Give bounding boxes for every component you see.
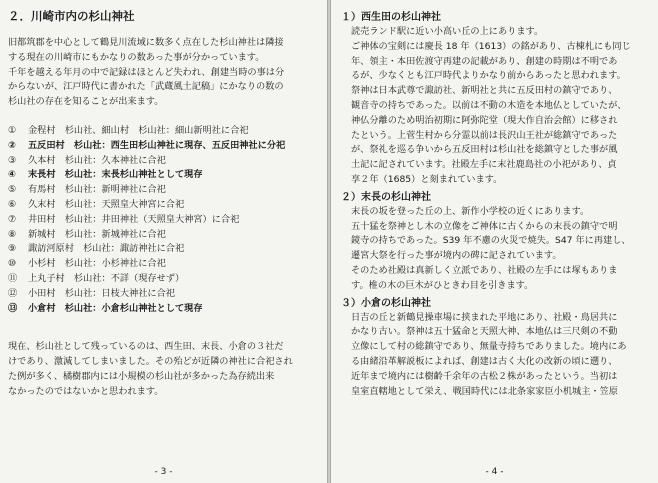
shrine-item: ② 五反田村 杉山社：西生田杉山神社に現存、五反田神社に分祀 [8, 139, 286, 151]
body-line: す。椎の木の巨木がひときわ目を引きます。 [351, 279, 534, 291]
shrine-item: ⑧ 新城村 杉山社：新城神社に合祀 [8, 228, 166, 240]
section-title: ２）末長の杉山神社 [341, 191, 431, 203]
page-number: - 3 - [154, 467, 173, 477]
body-line: 観音寺の持ちであった。以前は不動の木造を本地仏としていたが、 [351, 99, 627, 111]
shrine-item: ⑦ 井田村 杉山社：井田神社（天照皇大神宮）に合祀 [8, 213, 240, 225]
body-line: 神仏分離のため明治初期に阿弥陀堂（現大作自治会館）に移され [351, 114, 618, 126]
shrine-item: ⑪ 上丸子村 杉山社：不詳（現存せず） [8, 272, 185, 284]
body-line: 遷宮大祭を行った事が境内の碑に記されています。 [351, 250, 562, 262]
shrine-list [8, 124, 317, 316]
intro-line: 千年を越える年月の中で記録はほとんど失われ、創建当時の事は分 [8, 66, 285, 78]
shrine-item: ⑬ 小倉村 杉山社：小倉杉山神社として現存 [8, 302, 203, 314]
body-line: 享２年（1685）と刻まれています。 [351, 173, 503, 185]
shrine-item: ① 金程村 杉山社、細山村 杉山社：細山新明社に合祀 [8, 124, 249, 136]
closing-line: けであり、激減してしまいました。その殆どが近隣の神社に合祀され [8, 356, 293, 368]
intro-line: する現在の川崎市にもかなりの数あった事が分かっています。 [8, 51, 265, 63]
body-line: 末長の坂を登った丘の上、新作小学校の近くにあります。 [351, 205, 590, 217]
intro-line: からないが、江戸時代に書かれた「武蔵風土記稿」にかなりの数の [8, 81, 284, 93]
shrine-item: ⑥ 久末村 杉山社：天照皇大神宮に合祀 [8, 198, 185, 210]
section-heading: ２．川崎市内の杉山神社 [8, 9, 135, 23]
page-number: - 4 - [485, 467, 504, 477]
body-line: 五十猛を祭神とし木の立像をご神体に古くからの末長の鎮守で明 [351, 220, 618, 232]
closing-line: 現在、杉山社として残っているのは、西生田、末長、小倉の３社だ [8, 341, 284, 353]
left-page [0, 0, 327, 483]
body-line: 年、領主・本田佐渡守再建の記載があり、創建の時期は不明であ [351, 55, 618, 67]
body-line: が、祭礼を巡る争いから五反田村は杉山社を総鎮守とした事が風 [351, 144, 618, 156]
body-line: ご神体の宝剣には慶長 18 年（1613）の銘があり、古棟札にも同じ [351, 40, 631, 52]
intro-line: 旧都筑郡を中心として鶴見川流域に数多く点在した杉山神社は隣接 [8, 37, 284, 48]
section-body [341, 311, 650, 400]
shrine-item: ⑫ 小田村 杉山社：日枝大神社に合祀 [8, 287, 175, 299]
body-line: 土記に記されています。社殿左手に末社鹿島社の小祀があり、貞 [351, 159, 617, 171]
shrine-item: ⑨ 諏訪河原村 杉山社：諏訪神社に合祀 [8, 243, 185, 255]
body-line: 読売ランド駅に近い小高い丘の上にあります。 [351, 26, 544, 37]
intro-paragraph [8, 36, 317, 110]
body-line: かなり古い。祭神は五十猛命と天照大神、本地仏は三尺剣の不動 [351, 326, 618, 338]
body-line: る由緒沿革解説板によれば、創建は古く大化の改新の頃に遡り、 [351, 355, 618, 367]
right-page [331, 0, 658, 483]
shrine-item: ④ 末長村 杉山社：末長杉山神社として現存 [8, 169, 203, 181]
shrine-item: ⑤ 有馬村 杉山社：新明神社に合祀 [8, 184, 166, 196]
body-line: 日吉の丘と新鶴見操車場に挟まれた平地にあり、社殿・鳥居共に [351, 311, 618, 323]
section-title: １）西生田の杉山神社 [341, 12, 441, 23]
body-line: 祭神は日本武尊で諏訪社、新明社と共に五反田村の鎮守であり、 [351, 85, 618, 97]
closing-paragraph [8, 340, 317, 399]
body-line: 近年まで境内には樹齢千余年の古松２株があったという。当初は [351, 370, 618, 382]
section-body [341, 25, 650, 188]
shrine-item: ⑩ 小杉村 杉山社：小杉神社に合祀 [8, 258, 166, 270]
section-title: ３）小倉の杉山神社 [341, 297, 431, 309]
body-line: るが、少なくとも江戸時代よりかなり前からあったと思われます。 [351, 70, 626, 82]
intro-line: 杉山社の存在を知ることが出来ます。 [8, 96, 164, 108]
section-body [341, 205, 650, 294]
body-line: 立像にして村の総鎮守であり、無量寺持ちでありました。境内にあ [351, 341, 627, 353]
body-line: そのため社殿は真新しく立派であり、社殿の左手には塚もありま [351, 264, 618, 276]
body-line: 皇室直轄地として栄え、戦国時代には北条家家臣小机城主・笠原 [351, 385, 618, 397]
body-line: たという。上菅生村から分霊以前は長沢山王社が総鎮守であった [351, 129, 618, 141]
body-line: 鏡寺の持ちであった。S39 年不慮の火災で焼失。S47 年に再建し、 [351, 235, 631, 247]
shrine-item: ③ 久本村 杉山社：久本神社に合祀 [8, 154, 166, 166]
closing-line: なかったのではないかと思われます。 [8, 385, 164, 397]
closing-line: た例が多く、橘樹郡内には小規模の杉山社が多かった為存続出来 [8, 370, 275, 382]
